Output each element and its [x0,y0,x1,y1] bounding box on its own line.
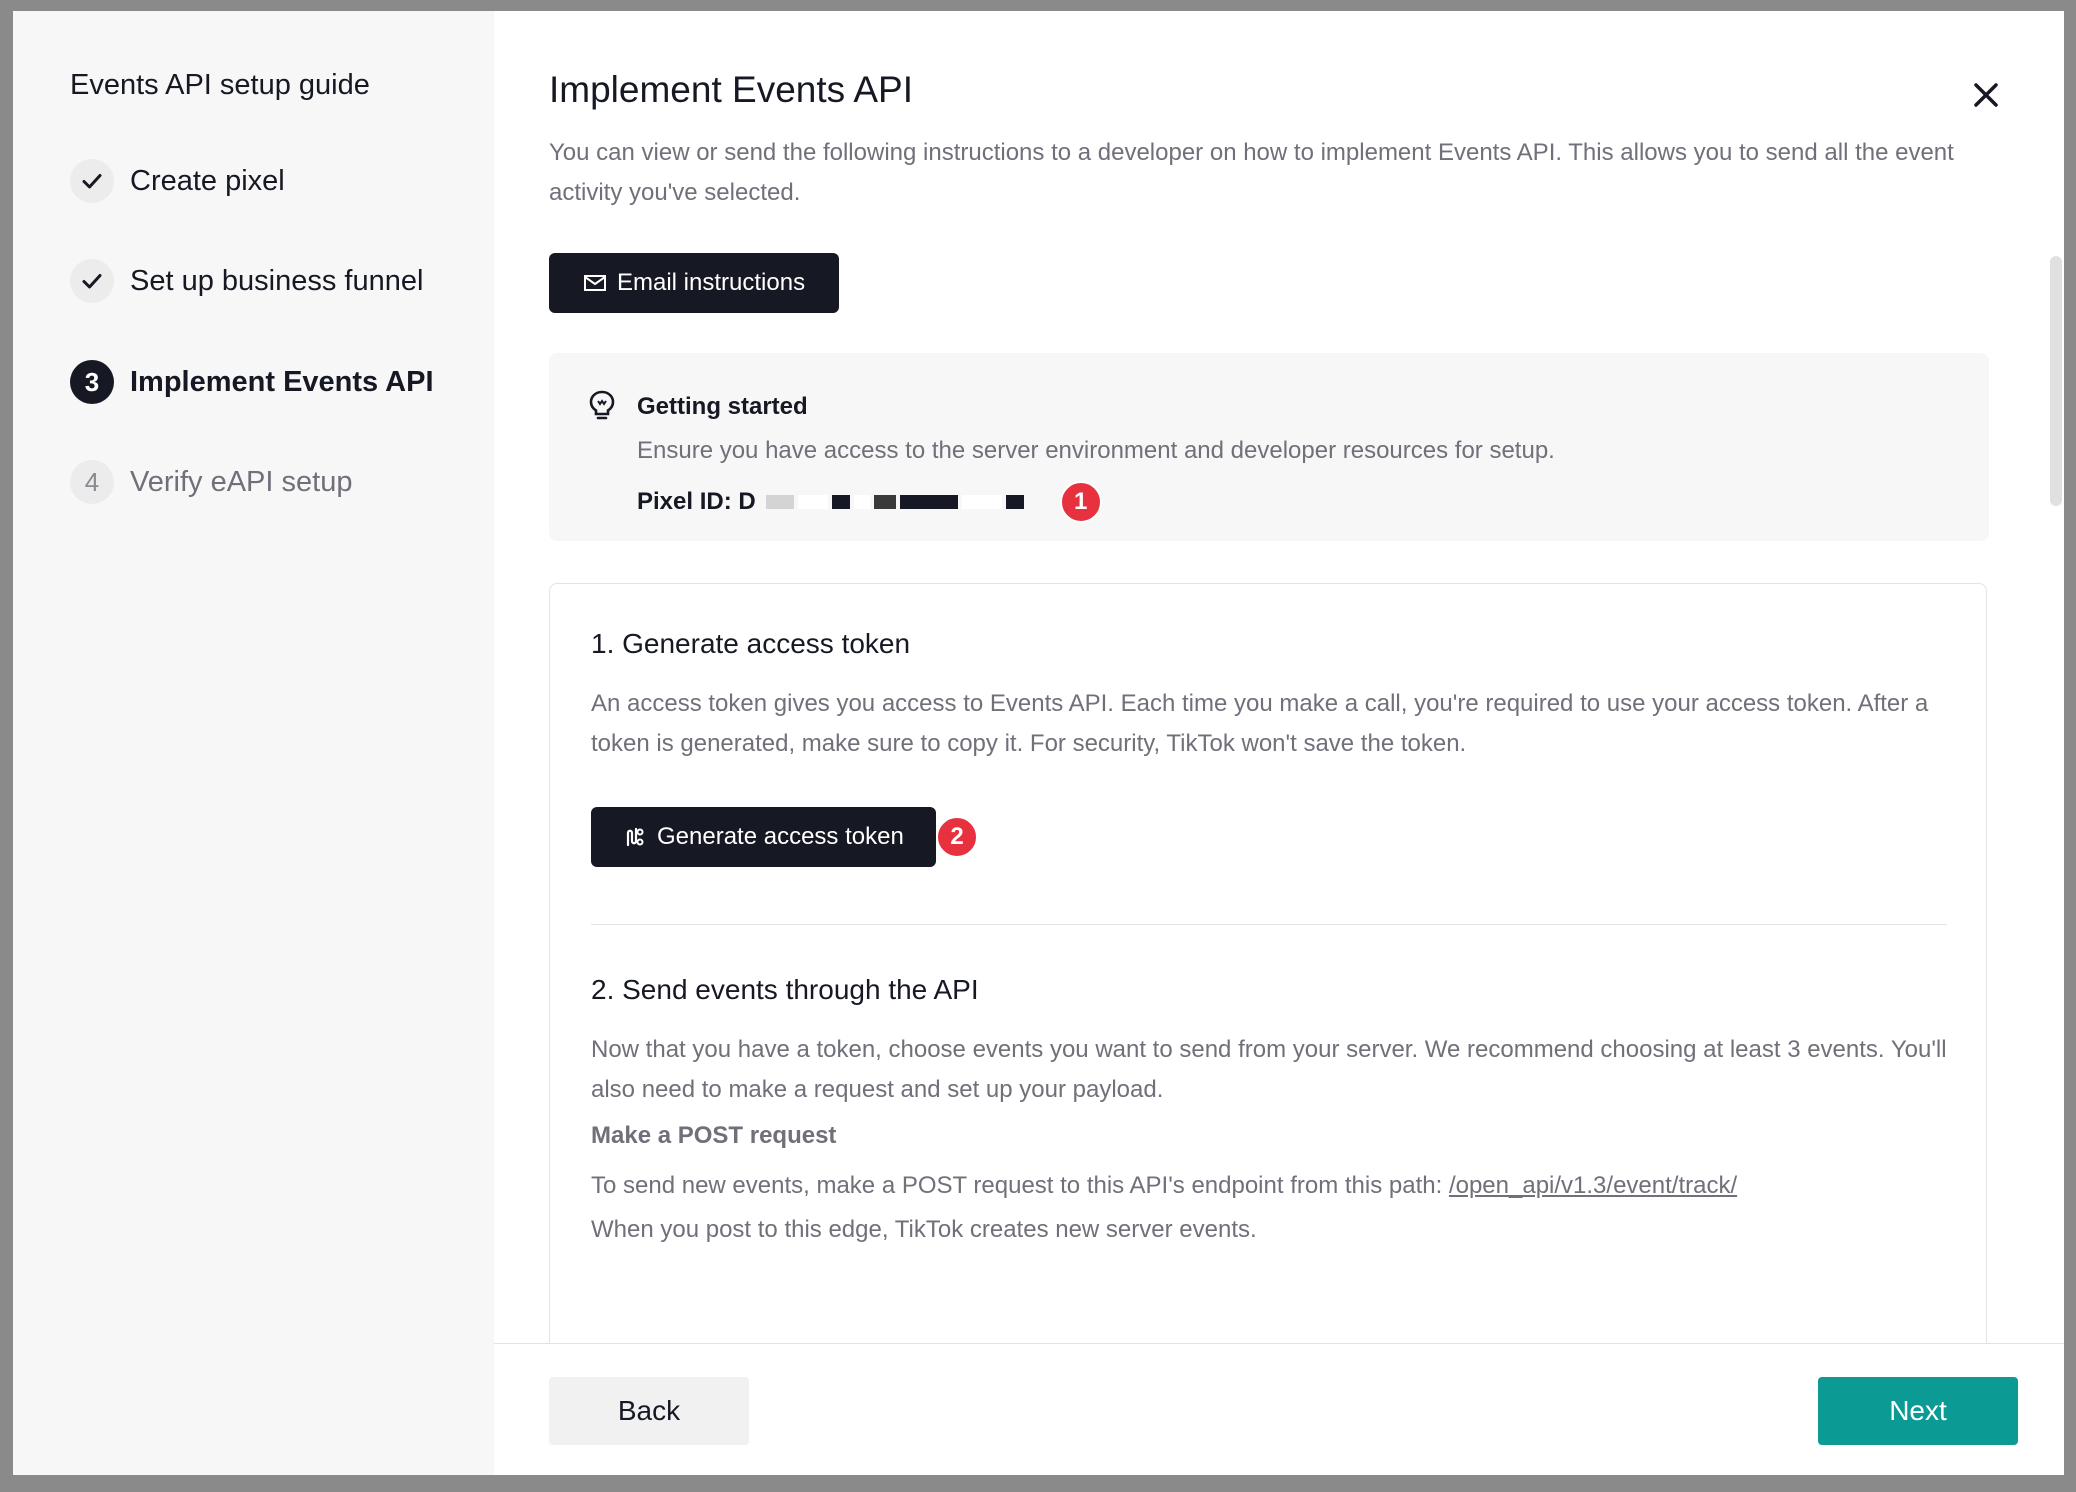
pixel-id-label: Pixel ID: D [637,488,756,515]
back-button[interactable]: Back [549,1377,749,1445]
email-instructions-button[interactable] [549,253,839,313]
sidebar-step-implement-events-api[interactable] [70,358,434,406]
step-label: Verify eAPI setup [130,465,353,498]
getting-started-text: Ensure you have access to the server environment and developer resources for setup. [637,437,1555,464]
email-instructions-label: Email instructions [617,269,806,296]
section-generate-token-title: 1. Generate access token [591,628,911,659]
step-label: Implement Events API [130,365,434,398]
pixel-id-row [637,481,1102,523]
edge-text: When you post to this edge, TikTok creates new server events. [591,1216,1257,1243]
section-divider [591,924,1947,925]
step-number-badge: 4 [70,460,114,504]
endpoint-text [591,1166,1961,1206]
pixel-id-redacted [762,495,1024,509]
generate-access-token-label: Generate access token [657,823,904,850]
token-icon [623,825,647,849]
sidebar [13,11,494,1475]
section-generate-token-text: An access token gives you access to Events API. Each time you make a call, you're required to use your access token. After a token is generated, make sure to copy it. For security, TikTok won't save the token. [591,690,1929,757]
mail-icon [583,273,607,293]
section-send-events-text: Now that you have a token, choose events you want to send from your server. We recommend choosing at least 3 events. You'll also need to make a request and set up your payload. [591,1036,1947,1103]
page-title: Implement Events API [549,69,914,110]
post-request-subtitle: Make a POST request [591,1122,837,1149]
step-label: Set up business funnel [130,264,424,297]
sidebar-step-verify-eapi[interactable] [70,458,352,506]
step-number-badge: 3 [70,360,114,404]
main-scroll-area [494,11,2064,1343]
close-icon [1972,81,2000,109]
check-icon [70,259,114,303]
next-button[interactable]: Next [1818,1377,2018,1445]
implementation-steps-card [549,583,1987,1343]
endpoint-description: To send new events, make a POST request to this API's endpoint from this path: [591,1172,1443,1199]
step-label: Create pixel [130,164,285,197]
section-send-events-title: 2. Send events through the API [591,974,979,1005]
intro-text: You can view or send the following instructions to a developer on how to implement Events API. This allows you to send all the event activity you've selected. [549,139,1954,206]
callout-badge-1: 1 [1060,481,1102,523]
close-button[interactable] [1964,73,2008,117]
endpoint-link[interactable]: /open_api/v1.3/event/track/ [1448,1172,1738,1199]
callout-badge-2: 2 [936,816,978,858]
scrollbar-thumb[interactable] [2050,256,2062,506]
sidebar-step-business-funnel[interactable] [70,257,423,305]
lightbulb-icon [587,389,617,423]
sidebar-title: Events API setup guide [70,69,370,101]
sidebar-step-create-pixel[interactable] [70,157,285,205]
check-icon [70,159,114,203]
getting-started-title: Getting started [637,393,808,420]
getting-started-panel [549,353,1989,541]
main-panel [494,11,2064,1475]
generate-access-token-button[interactable] [591,807,936,867]
footer [494,1343,2064,1475]
setup-guide-modal [13,11,2064,1475]
